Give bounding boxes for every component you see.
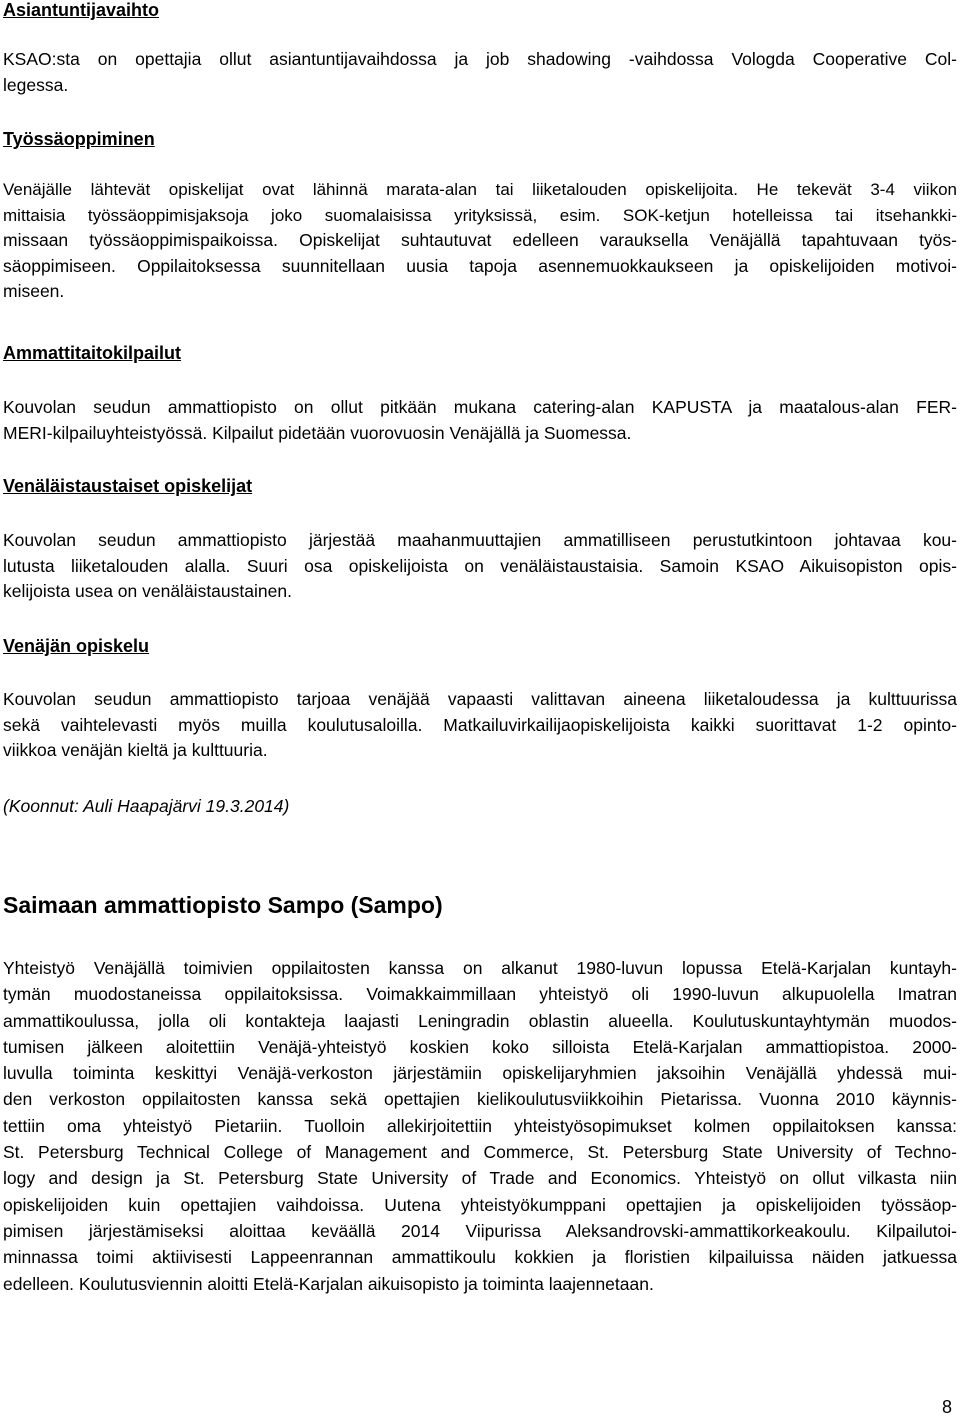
section-heading-ammattitaitokilpailut: Ammattitaitokilpailut bbox=[3, 343, 182, 363]
paragraph-line: tumisen jälkeen aloitettiin Venäjä-yhteistyö koskien koko silloista Etelä-Karjalan ammattiopistoa. 2000- bbox=[3, 1036, 957, 1057]
paragraph-line: edelleen. Koulutusviennin aloitti Etelä-Karjalan aikuisopisto ja toiminta laajennetaan. bbox=[3, 1273, 654, 1294]
section-paragraph-venalaistaustaiset-opiskelijat bbox=[3, 528, 957, 605]
section-paragraph-tyossaoppiminen bbox=[3, 177, 957, 305]
paragraph-line: opiskelijoiden kuin opettajien vaihdoissa. Uutena yhteistyökumppani opettajien ja opiskelijoiden työssäop- bbox=[3, 1194, 957, 1215]
paragraph-line: viikkoa venäjän kieltä ja kulttuuria. bbox=[3, 740, 268, 761]
paragraph-line: tymän muodostaneissa oppilaitoksissa. Voimakkaimmillaan yhteistyö oli 1990-luvun alkupuolella Imatran bbox=[3, 984, 957, 1005]
paragraph-line: ammattikoulussa, jolla oli kontakteja laajasti Leningradin oblastin alueella. Koulutuskuntayhtymän muodos- bbox=[3, 1010, 957, 1031]
sampo-section-title: Saimaan ammattiopisto Sampo (Sampo) bbox=[3, 892, 443, 918]
paragraph-line: Kouvolan seudun ammattiopisto on ollut pitkään mukana catering-alan KAPUSTA ja maatalous-alan FER- bbox=[3, 397, 957, 417]
section-heading-asiantuntijavaihto: Asiantuntijavaihto bbox=[3, 0, 160, 20]
paragraph-line: pimisen järjestämiseksi aloittaa keväällä 2014 Viipurissa Aleksandrovski-ammattikorkeakoulu. Kilpailutoi- bbox=[3, 1220, 957, 1241]
paragraph-line: den verkoston oppilaitosten kanssa sekä opettajien kielikoulutusviikkoihin Pietarissa. Vuonna 2010 käynnis- bbox=[3, 1089, 957, 1110]
paragraph-line: minnassa toimi aktiivisesti Lappeenrannan ammattikoulu kokkien ja floristien kilpailuissa näiden jatkuessa bbox=[3, 1247, 957, 1268]
page-number: 8 bbox=[941, 1397, 952, 1417]
section-heading-venajan-opiskelu: Venäjän opiskelu bbox=[3, 636, 150, 656]
paragraph-line: Venäjälle lähtevät opiskelijat ovat lähinnä marata-alan tai liiketalouden opiskelijoita. He tekevät 3-4 viikon bbox=[3, 180, 957, 199]
paragraph-line: logy and design ja St. Petersburg State University of Trade and Economics. Yhteistyö on ollut vilkasta niin bbox=[3, 1168, 957, 1189]
sampo-paragraph bbox=[3, 955, 957, 1297]
paragraph-line: miseen. bbox=[3, 281, 65, 302]
paragraph-line: mittaisia työssäoppimisjaksoja joko suomalaisissa yrityksissä, esim. SOK-ketjun hotelleissa tai itsehankki- bbox=[3, 205, 957, 225]
paragraph-line: luvulla toiminta keskittyi Venäjä-verkoston järjestämiin opiskelijaryhmien jaksoihin Venäjällä yhdessä mui- bbox=[3, 1063, 957, 1084]
paragraph-line: lutusta liiketalouden alalla. Suuri osa opiskelijoista on venäläistaustaisia. Samoin KSAO Aikuisopiston opis- bbox=[3, 555, 957, 576]
section-heading-venalaistaustaiset-opiskelijat: Venäläistaustaiset opiskelijat bbox=[3, 476, 253, 496]
paragraph-line: säoppimiseen. Oppilaitoksessa suunnitellaan uusia tapoja asennemuokkaukseen ja opiskelijoiden motivoi- bbox=[3, 255, 957, 276]
paragraph-line: missaan työssäoppimispaikoissa. Opiskelijat suhtautuvat edelleen varauksella Venäjällä tapahtuvaan työs- bbox=[3, 230, 957, 251]
paragraph-line: kelijoista usea on venäläistaustainen. bbox=[3, 581, 292, 602]
paragraph-line: sekä vaihtelevasti myös muilla koulutusaloilla. Matkailuvirkailijaopiskelijoista kaikki suorittavat 1-2 opinto- bbox=[3, 714, 957, 735]
paragraph-line: KSAO:sta on opettajia ollut asiantuntijavaihdossa ja job shadowing -vaihdossa Vologda Cooperative Col- bbox=[3, 49, 957, 69]
section-paragraph-ammattitaitokilpailut bbox=[3, 395, 957, 446]
paragraph-line: tettiin oma yhteistyö Pietariin. Tuolloin allekirjoitettiin yhteistyösopimukset kolmen oppilaitoksen kanssa: bbox=[3, 1115, 957, 1136]
paragraph-line: legessa. bbox=[3, 74, 69, 95]
compiler-credit: (Koonnut: Auli Haapajärvi 19.3.2014) bbox=[3, 796, 290, 816]
section-paragraph-asiantuntijavaihto bbox=[3, 47, 957, 98]
section-paragraph-venajan-opiskelu bbox=[3, 687, 957, 764]
section-heading-tyossaoppiminen: Työssäoppiminen bbox=[3, 129, 155, 149]
paragraph-line: Kouvolan seudun ammattiopisto järjestää maahanmuuttajien ammatilliseen perustutkintoon johtavaa kou- bbox=[3, 530, 957, 550]
paragraph-line: St. Petersburg Technical College of Management and Commerce, St. Petersburg State University of Techno- bbox=[3, 1142, 957, 1163]
paragraph-line: Kouvolan seudun ammattiopisto tarjoaa venäjää vapaasti valittavan aineena liiketaloudessa ja kulttuurissa bbox=[3, 689, 957, 709]
paragraph-line: MERI-kilpailuyhteistyössä. Kilpailut pidetään vuorovuosin Venäjällä ja Suomessa. bbox=[3, 422, 632, 443]
paragraph-line: Yhteistyö Venäjällä toimivien oppilaitosten kanssa on alkanut 1980-luvun lopussa Etelä-Karjalan kuntayh- bbox=[3, 958, 957, 978]
